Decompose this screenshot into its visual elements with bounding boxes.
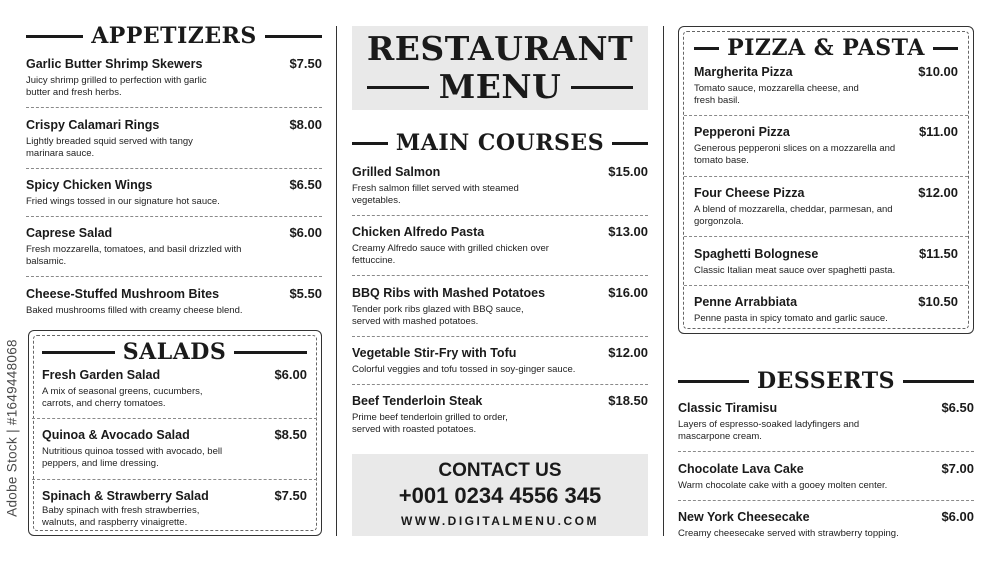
item-description: Baby spinach with fresh strawberries, walnuts, and raspberry vinaigrette. [42,505,200,528]
item-separator [352,336,648,337]
item-price: $8.00 [289,117,322,132]
item-description: Lightly breaded squid served with tangy marinara sauce. [26,136,193,159]
item-price: $6.00 [941,509,974,524]
item-description: Juicy shrimp grilled to perfection with garlic butter and fresh herbs. [26,75,207,98]
appetizers-header [26,25,322,47]
item-name: New York Cheesecake [678,510,810,524]
item-description: Tomato sauce, mozzarella cheese, and fresh basil. [694,83,859,106]
salads-header [42,341,307,363]
item-name: Spinach & Strawberry Salad [42,489,209,503]
menu-item [26,286,322,317]
appetizers-title: APPETIZERS [91,23,257,49]
item-name: Penne Arrabbiata [694,295,798,309]
menu-item [678,509,974,540]
item-price: $10.00 [918,64,958,79]
item-separator [352,215,648,216]
item-name: Quinoa & Avocado Salad [42,428,190,442]
item-name: Spaghetti Bolognese [694,247,819,261]
item-description: Generous pepperoni slices on a mozzarella and tomato base. [694,143,896,166]
item-separator [352,275,648,276]
item-description: A mix of seasonal greens, cucumbers, carrots, and cherry tomatoes. [42,386,203,409]
item-price: $5.50 [289,286,322,301]
item-description: Nutritious quinoa tossed with avocado, bell peppers, and lime dressing. [42,446,223,469]
main-courses-header [352,132,648,154]
item-description: Creamy Alfredo sauce with grilled chicken over fettuccine. [352,243,549,266]
menu-item [42,367,307,410]
item-name: Grilled Salmon [352,165,441,179]
item-separator [678,451,974,452]
menu-item [26,56,322,99]
item-description: Prime beef tenderloin grilled to order, served with roasted potatoes. [352,412,508,435]
desserts-title: DESSERTS [756,368,896,394]
item-separator [26,216,322,217]
menu-item [26,117,322,160]
stock-watermark [4,300,20,555]
item-description: Fresh salmon fillet served with steamed vegetables. [352,183,519,206]
item-separator [684,176,968,177]
item-separator [684,285,968,286]
item-price: $6.50 [289,177,322,192]
contact-phone: +001 0234 4556 345 [398,483,602,508]
title-rule-left [367,86,429,89]
menu-item [694,294,958,325]
item-price: $7.00 [941,461,974,476]
item-description: Creamy cheesecake served with strawberry topping. [678,528,899,539]
item-price: $12.00 [918,185,958,200]
menu-item [352,224,648,267]
menu-item [352,164,648,207]
item-description: Classic Italian meat sauce over spaghetti pasta. [694,265,896,276]
item-description: Baked mushrooms filled with creamy cheese blend. [26,305,243,316]
item-name: Pepperoni Pizza [694,125,790,139]
column-divider-right [663,26,664,536]
item-price: $6.50 [941,400,974,415]
desserts-header [678,370,974,392]
item-price: $13.00 [608,224,648,239]
menu-title-line2: MENU [438,67,562,106]
menu-item [26,177,322,208]
menu-title-line1: RESTAURANT [366,29,634,68]
menu-item [678,400,974,443]
salads-title: SALADS [122,339,227,365]
item-price: $7.50 [289,56,322,71]
item-price: $18.50 [608,393,648,408]
menu-item [42,488,307,529]
item-name: Vegetable Stir-Fry with Tofu [352,346,517,360]
contact-box [352,454,648,536]
menu-item [352,345,648,376]
menu-item [694,185,958,228]
menu-item [694,64,958,107]
menu-item [42,427,307,470]
item-description: Warm chocolate cake with a gooey molten center. [678,480,888,491]
watermark-text: Adobe Stock | #1649448068 [4,338,20,517]
item-description: Fried wings tossed in our signature hot sauce. [26,196,220,207]
menu-item [678,461,974,492]
item-price: $15.00 [608,164,648,179]
item-price: $7.50 [274,488,307,503]
item-name: BBQ Ribs with Mashed Potatoes [352,286,546,300]
menu-item [352,393,648,436]
title-banner [352,26,648,110]
menu-item [694,124,958,167]
item-name: Crispy Calamari Rings [26,118,160,132]
item-price: $11.50 [918,246,958,261]
pizza-pasta-title: PIZZA & PASTA [727,35,925,61]
item-description: Tender pork ribs glazed with BBQ sauce, served with mashed potatoes. [352,304,524,327]
item-separator [684,115,968,116]
item-description: Layers of espresso-soaked ladyfingers and mascarpone cream. [678,419,860,442]
item-name: Chocolate Lava Cake [678,462,804,476]
item-price: $12.00 [608,345,648,360]
menu-item [352,285,648,328]
item-price: $16.00 [608,285,648,300]
item-price: $11.00 [918,124,958,139]
menu-item [26,225,322,268]
item-name: Chicken Alfredo Pasta [352,225,485,239]
item-name: Caprese Salad [26,226,113,240]
item-separator [26,107,322,108]
item-description: Fresh mozzarella, tomatoes, and basil drizzled with balsamic. [26,244,242,267]
pizza-pasta-header [694,37,958,59]
item-separator [32,418,317,419]
item-separator [26,276,322,277]
item-name: Cheese-Stuffed Mushroom Bites [26,287,220,301]
main-courses-title: MAIN COURSES [395,130,605,156]
item-price: $6.00 [274,367,307,382]
item-separator [684,236,968,237]
item-description: Penne pasta in spicy tomato and garlic sauce. [694,313,888,324]
contact-title: CONTACT US [438,460,562,481]
item-name: Spicy Chicken Wings [26,178,153,192]
item-name: Fresh Garden Salad [42,368,161,382]
item-separator [26,168,322,169]
item-price: $10.50 [918,294,958,309]
contact-website[interactable]: WWW.DIGITALMENU.COM [401,514,599,528]
item-name: Four Cheese Pizza [694,186,805,200]
item-description: A blend of mozzarella, cheddar, parmesan, and gorgonzola. [694,204,893,227]
item-price: $8.50 [274,427,307,442]
menu-item [694,246,958,277]
item-name: Garlic Butter Shrimp Skewers [26,57,203,71]
item-price: $6.00 [289,225,322,240]
item-name: Margherita Pizza [694,65,793,79]
item-name: Beef Tenderloin Steak [352,394,483,408]
item-separator [678,500,974,501]
item-description: Colorful veggies and tofu tossed in soy-ginger sauce. [352,364,576,375]
title-rule-right [571,86,633,89]
item-name: Classic Tiramisu [678,401,778,415]
column-divider-left [336,26,337,536]
item-separator [352,384,648,385]
item-separator [32,479,317,480]
